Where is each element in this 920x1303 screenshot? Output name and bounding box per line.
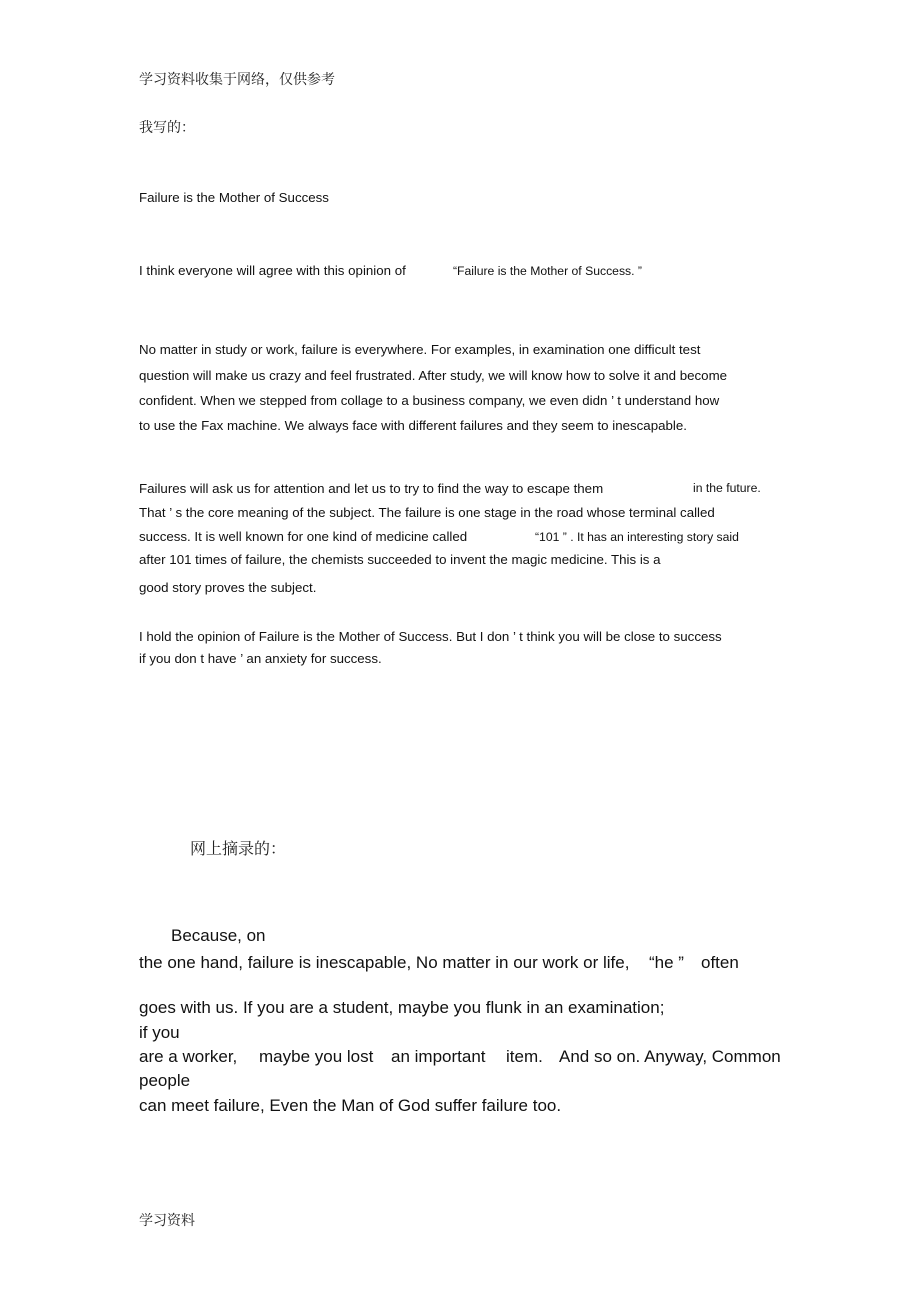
excerpt-line-5-a: are a worker, <box>139 1047 238 1066</box>
paragraph-3-line-3-end: “101 ” . It has an interesting story said <box>535 530 739 544</box>
paragraph-4-line-1: I hold the opinion of Failure is the Mother of Success. But I don ’ t think you will be close to success <box>139 629 722 644</box>
excerpt-line-5-d: item. <box>506 1047 543 1066</box>
paragraph-2-line-3: confident. When we stepped from collage to a business company, we even didn ’ t understand how <box>139 393 720 408</box>
paragraph-2-line-2: question will make us crazy and feel frustrated. After study, we will know how to solve it and become <box>139 368 728 383</box>
excerpt-line-4: if you <box>139 1023 180 1042</box>
paragraph-3-line-3: success. It is well known for one kind of medicine called <box>139 529 468 544</box>
excerpt-line-3: goes with us. If you are a student, maybe you flunk in an examination; <box>139 998 665 1017</box>
excerpt-line-2-quote: “he ” <box>649 953 684 972</box>
paragraph-2-line-4: to use the Fax machine. We always face with different failures and they seem to inescapable. <box>139 418 687 433</box>
excerpt-line-5-c: an important <box>391 1047 486 1066</box>
excerpt-line-2: the one hand, failure is inescapable, No matter in our work or life, <box>139 953 630 972</box>
excerpt-line-1: Because, on <box>171 926 266 945</box>
essay-title: Failure is the Mother of Success <box>139 190 329 205</box>
paragraph-3-line-4: after 101 times of failure, the chemists succeeded to invent the magic medicine. This is a <box>139 552 661 567</box>
excerpt-line-2-end: often <box>701 953 739 972</box>
web-section-label: 网上摘录的： <box>190 839 287 858</box>
excerpt-line-5-b: maybe you lost <box>259 1047 374 1066</box>
paragraph-3-line-5: good story proves the subject. <box>139 580 317 595</box>
excerpt-line-6: people <box>139 1071 191 1090</box>
footer-note: 学习资料 <box>139 1213 195 1229</box>
paragraph-2-line-1: No matter in study or work, failure is everywhere. For examples, in examination one difficult test <box>139 342 701 357</box>
paragraph-3-line-2: That ’ s the core meaning of the subject. The failure is one stage in the road whose terminal called <box>139 505 715 520</box>
excerpt-line-7: can meet failure, Even the Man of God suffer failure too. <box>139 1096 562 1115</box>
excerpt-line-5-e: And so on. Anyway, Common <box>559 1047 781 1066</box>
mine-section-label: 我写的： <box>139 120 195 136</box>
paragraph-3-line-1: Failures will ask us for attention and let us to try to find the way to escape them <box>139 481 604 496</box>
paragraph-4-line-2: if you don t have ’ an anxiety for success. <box>139 651 382 666</box>
intro-quote: “Failure is the Mother of Success. ” <box>453 264 642 278</box>
intro-text: I think everyone will agree with this opinion of <box>139 263 406 278</box>
header-note: 学习资料收集于网络，仅供参考 <box>139 72 335 88</box>
paragraph-3-line-1-end: in the future. <box>693 481 761 495</box>
